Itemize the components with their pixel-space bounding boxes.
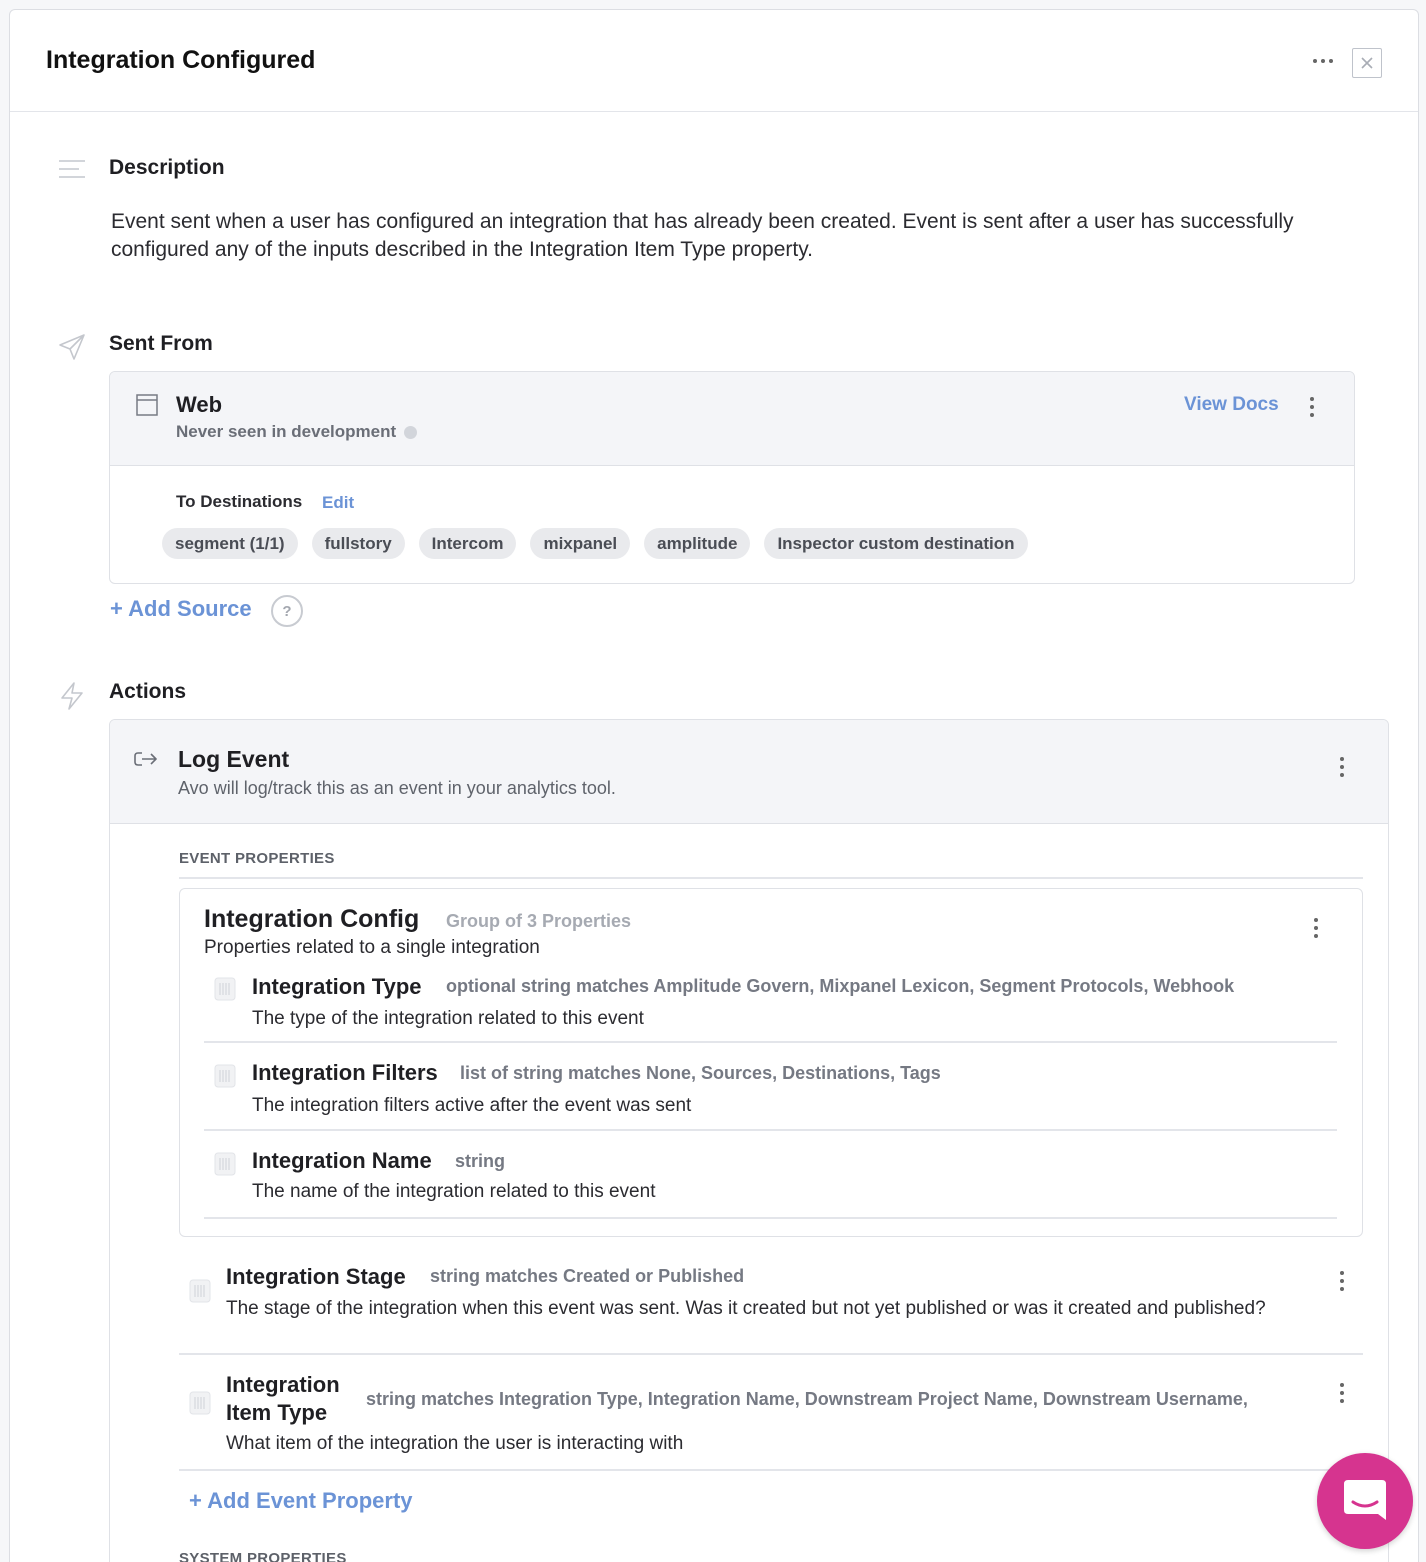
drag-handle-icon[interactable] — [189, 1279, 211, 1303]
text-lines-icon — [57, 156, 87, 186]
destination-pill[interactable]: segment (1/1) — [162, 528, 298, 559]
view-docs-link[interactable]: View Docs — [1184, 394, 1279, 415]
ellipsis-vertical-icon — [1309, 396, 1315, 418]
group-more-button[interactable] — [1304, 913, 1328, 943]
action-card-log-event — [109, 719, 1389, 1562]
destination-pill[interactable]: mixpanel — [530, 528, 630, 559]
drag-handle-icon[interactable] — [214, 1152, 236, 1176]
lightning-icon — [57, 681, 87, 711]
property-more-button[interactable] — [1330, 1266, 1354, 1296]
property-description: The stage of the integration when this event was sent. Was it created but not yet published or was it created and published? — [226, 1298, 1266, 1319]
divider — [204, 1041, 1337, 1043]
description-heading: Description — [109, 156, 225, 179]
property-type: optional string matches Amplitude Govern, Mixpanel Lexicon, Segment Protocols, Webhook — [446, 976, 1235, 996]
property-type: string — [455, 1151, 506, 1171]
property-type: string matches Created or Published — [430, 1266, 745, 1286]
add-source-button[interactable]: + Add Source — [110, 596, 252, 621]
property-description: The name of the integration related to this event — [252, 1181, 656, 1202]
drag-handle-icon[interactable] — [189, 1391, 211, 1415]
property-type: string matches Integration Type, Integration Name, Downstream Project Name, Downstream Username, — [366, 1389, 1248, 1409]
source-card-header — [110, 372, 1354, 466]
ellipsis-vertical-icon — [1339, 1382, 1345, 1404]
source-card-web — [109, 371, 1355, 584]
property-description: What item of the integration the user is interacting with — [226, 1433, 684, 1454]
source-name[interactable]: Web — [176, 392, 223, 417]
browser-window-icon — [136, 394, 158, 416]
property-type: list of string matches None, Sources, Destinations, Tags — [460, 1063, 941, 1083]
page-title: Integration Configured — [46, 46, 316, 74]
divider — [204, 1217, 1337, 1219]
property-name[interactable] — [226, 1371, 340, 1427]
action-subtitle: Avo will log/track this as an event in your analytics tool. — [178, 778, 616, 798]
property-group-integration-config — [179, 888, 1363, 1237]
divider — [179, 1469, 1363, 1471]
event-properties-label: EVENT PROPERTIES — [179, 850, 335, 867]
property-description: The type of the integration related to this event — [252, 1008, 644, 1029]
description-text[interactable]: Event sent when a user has configured an integration that has already been created. Event is sent after a user has successfully configured any of the inputs described in the Integration Item Type property. — [111, 210, 1294, 261]
ellipsis-vertical-icon — [1339, 756, 1345, 778]
add-event-property-button[interactable]: + Add Event Property — [189, 1488, 413, 1513]
destinations-label: To Destinations — [176, 492, 303, 511]
system-properties-label: SYSTEM PROPERTIES — [179, 1550, 347, 1562]
divider — [179, 877, 1363, 879]
drag-handle-icon[interactable] — [214, 1064, 236, 1088]
close-button[interactable] — [1352, 48, 1382, 78]
status-dot — [404, 426, 417, 439]
sent-from-heading: Sent From — [109, 332, 213, 355]
edit-destinations-link[interactable]: Edit — [322, 493, 355, 512]
action-more-button[interactable] — [1330, 752, 1354, 782]
chat-launcher-button[interactable] — [1317, 1453, 1413, 1549]
ellipsis-vertical-icon — [1313, 917, 1319, 939]
property-name-line: Item Type — [226, 1400, 328, 1425]
drag-handle-icon[interactable] — [214, 977, 236, 1001]
destination-pill[interactable]: Intercom — [419, 528, 517, 559]
group-name[interactable]: Integration Config — [204, 905, 420, 933]
source-more-button[interactable] — [1300, 392, 1324, 422]
divider — [204, 1129, 1337, 1131]
ellipsis-horizontal-icon — [1312, 58, 1334, 64]
destination-pill[interactable]: amplitude — [644, 528, 750, 559]
ellipsis-vertical-icon — [1339, 1270, 1345, 1292]
log-event-arrow-icon — [134, 749, 158, 769]
send-icon — [57, 332, 87, 362]
group-description: Properties related to a single integration — [204, 937, 540, 958]
divider — [179, 1353, 1363, 1355]
actions-heading: Actions — [109, 680, 187, 703]
property-more-button[interactable] — [1330, 1378, 1354, 1408]
property-name[interactable]: Integration Type — [252, 974, 422, 999]
source-status-text: Never seen in development — [176, 422, 397, 441]
property-name[interactable]: Integration Name — [252, 1148, 432, 1173]
source-status — [176, 422, 417, 442]
more-options-button[interactable] — [1308, 46, 1338, 76]
help-icon[interactable]: ? — [271, 595, 303, 627]
property-name-line: Integration — [226, 1372, 340, 1397]
chat-bubble-icon — [1338, 1474, 1392, 1528]
property-description: The integration filters active after the event was sent — [252, 1095, 692, 1116]
panel-header — [10, 10, 1418, 112]
group-meta: Group of 3 Properties — [446, 911, 632, 931]
action-title: Log Event — [178, 746, 290, 772]
destination-pills — [162, 528, 1028, 559]
close-icon — [1360, 56, 1374, 70]
event-details-panel — [9, 9, 1419, 1562]
destination-pill[interactable]: fullstory — [312, 528, 405, 559]
property-name[interactable]: Integration Stage — [226, 1264, 406, 1289]
action-card-header — [110, 720, 1388, 824]
destination-pill[interactable]: Inspector custom destination — [764, 528, 1027, 559]
property-name[interactable]: Integration Filters — [252, 1060, 438, 1085]
